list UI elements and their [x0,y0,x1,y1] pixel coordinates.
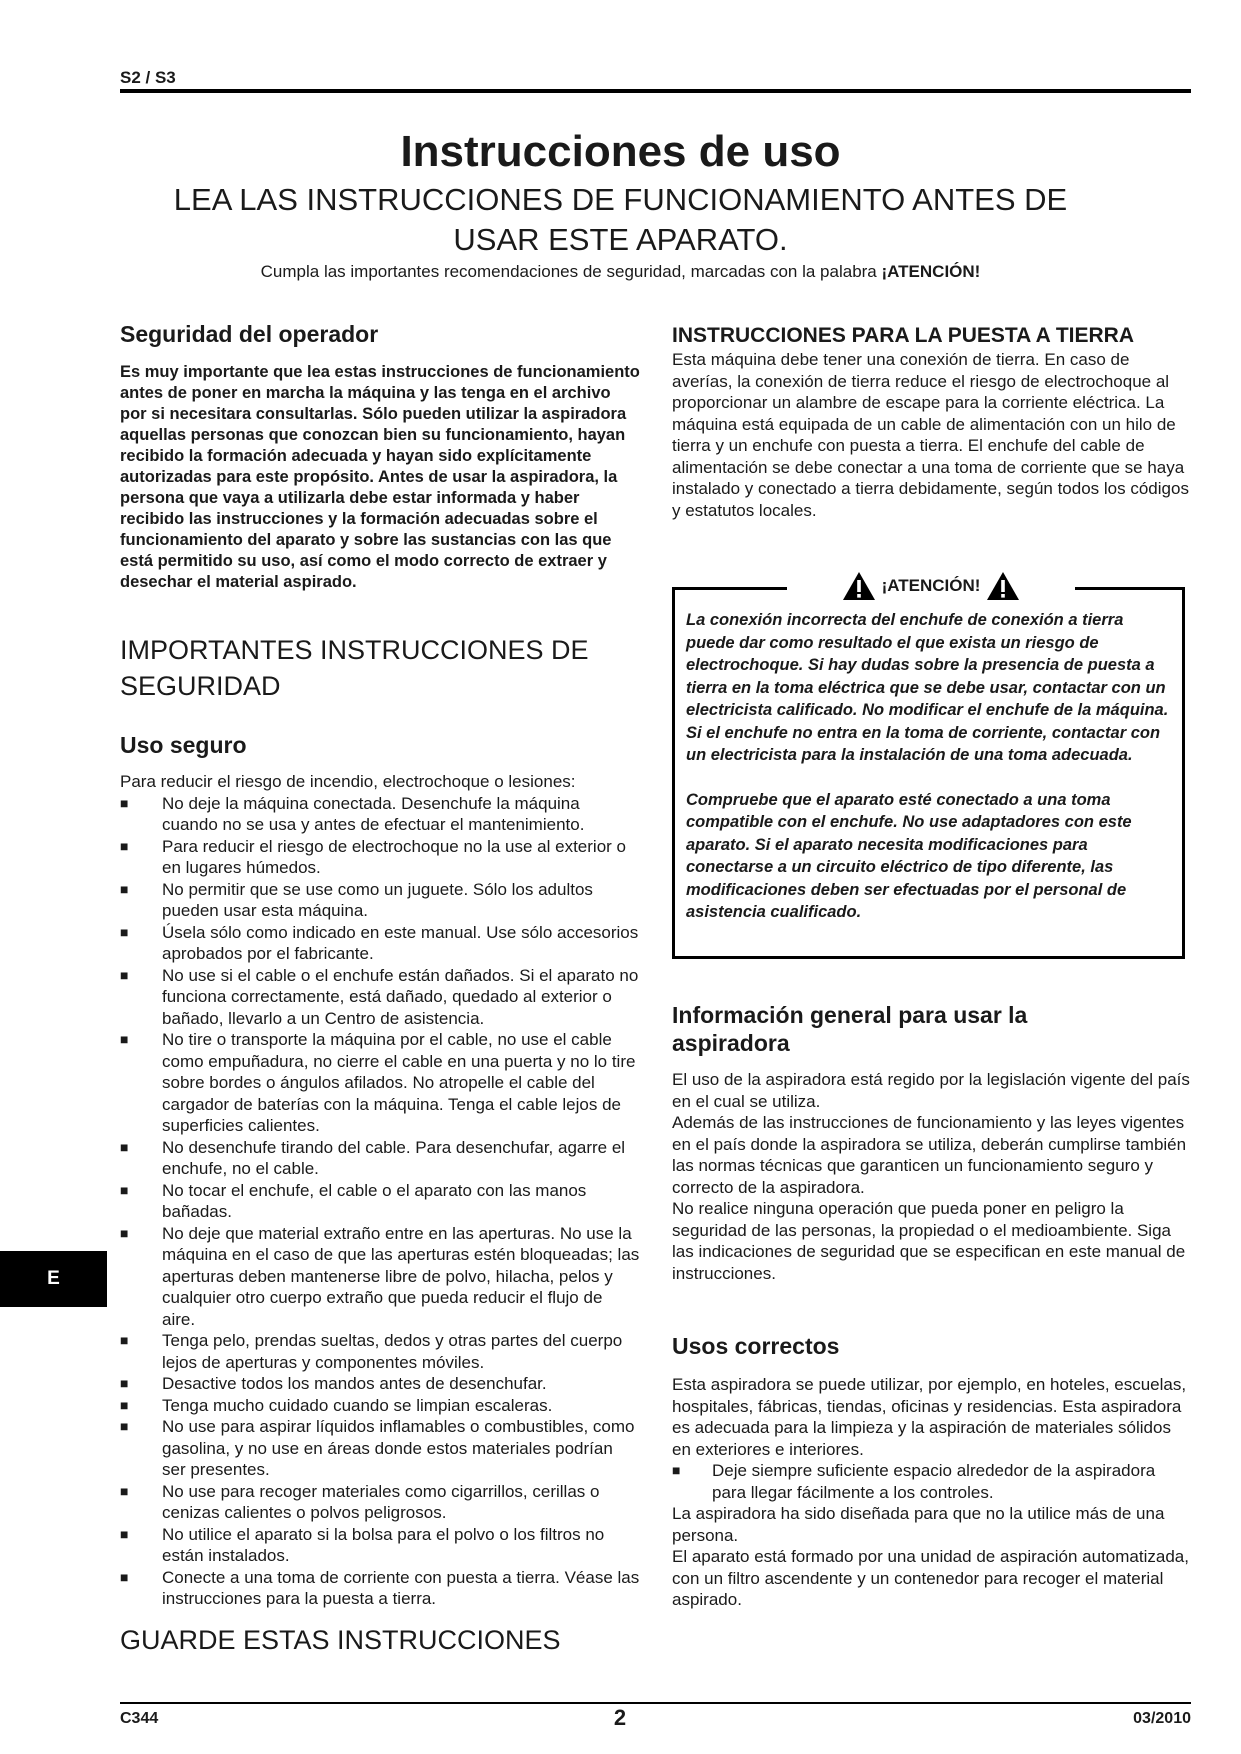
page-title: Instrucciones de uso [400,127,841,176]
footer-date: 03/2010 [1133,1710,1191,1727]
safe-use-item: No deje la máquina conectada. Desenchufe la máquina cuando no se usa y antes de efectuar el mantenimiento. [162,793,585,834]
warning-triangle-icon [842,571,876,601]
safe-use-item: No use para recoger materiales como cigarrillos, cerillas o cenizas calientes o polvos peligrosos. [162,1481,600,1522]
list-item [120,1524,640,1567]
safe-use-item: No deje que material extraño entre en las aperturas. No use la máquina en el caso de que las aperturas estén bloqueadas; las aperturas deben mantenerse libre de polvo, hilacha, pelos y cualquier otro cuerpo extraño que pueda reducir el flujo de aire. [162,1223,640,1329]
language-tab: E [0,1251,107,1307]
safe-use-heading: Uso seguro [120,732,247,758]
operator-section [120,320,640,593]
list-item [120,1223,640,1331]
safety-note-keyword: ¡ATENCIÓN! [881,262,981,281]
bullet-marker: ■ [120,880,129,897]
grounding-heading: INSTRUCCIONES PARA LA PUESTA A TIERRA [672,324,1135,347]
general-section [672,1001,1192,1284]
warning-paragraph-2: Compruebe que el aparato esté conectado a una toma compatible con el enchufe. No use adaptadores con este aparato. Si el aparato necesita modificaciones para conectarse a un circuito eléctrico de tipo diferente, las modificaciones deben ser efectuadas por el personal de asistencia cualificado. [686,790,1132,921]
bullet-marker: ■ [120,1138,129,1155]
list-item [120,879,640,922]
correct-uses-section [672,1332,1192,1611]
list-item [120,1395,640,1417]
list-item [120,1180,640,1223]
bullet-marker: ■ [120,794,129,811]
warning-header [787,568,1075,604]
footer-divider [120,1702,1191,1704]
safe-use-item: No tire o transporte la máquina por el cable, no use el cable como empuñadura, no cierre el cable en una puerta y no lo tire sobre bordes o ángulos afilados. No atropelle el cable del cargador de baterías con la máquina. Tenga el cable lejos de superficies calientes. [162,1030,636,1135]
list-item [120,922,640,965]
safe-use-item: No use para aspirar líquidos inflamables o combustibles, como gasolina, y no use en áreas donde estos materiales podrían ser presentes. [162,1417,635,1479]
warning-triangle-icon [986,571,1020,601]
list-item [120,965,640,1030]
general-paragraph-2: Además de las instrucciones de funcionamiento y las leyes vigentes en el país donde la aspiradora se utiliza, deberán cumplirse también las normas técnicas que garanticen un funcionamiento seguro y correcto de la aspiradora. [672,1113,1187,1197]
safe-use-item: No tocar el enchufe, el cable o el aparato con las manos bañadas. [162,1180,587,1221]
correct-uses-paragraph-3: El aparato está formado por una unidad de aspiración automatizada, con un filtro ascendente y un contenedor para recoger el material aspirado. [672,1547,1189,1609]
warning-label: ¡ATENCIÓN! [881,576,981,595]
safe-use-item: Para reducir el riesgo de electrochoque no la use al exterior o en lugares húmedos. [162,836,626,877]
safe-use-item: Tenga mucho cuidado cuando se limpian escaleras. [162,1395,553,1415]
list-item [672,1460,1192,1503]
safe-use-item: Tenga pelo, prendas sueltas, dedos y otras partes del cuerpo lejos de aperturas y componentes móviles. [162,1331,623,1372]
bullet-marker: ■ [120,1375,129,1391]
list-item [120,1137,640,1180]
safety-note-text: Cumpla las importantes recomendaciones de seguridad, marcadas con la palabra [260,262,877,281]
bullet-marker: ■ [120,1224,129,1241]
correct-uses-list [672,1460,1192,1503]
bullet-marker: ■ [672,1462,681,1478]
correct-uses-paragraph-1: Esta aspiradora se puede utilizar, por ejemplo, en hoteles, escuelas, hospitales, fábricas, tiendas, oficinas y residencias. Esta aspiradora es adecuada para la limpieza y la aspiración de materiales sólidos en exteriores e interiores. [672,1375,1187,1459]
list-item [120,793,640,836]
safe-use-item: No permitir que se use como un juguete. Sólo los adultos pueden usar esta máquina. [162,879,593,920]
list-item [120,1029,640,1137]
general-paragraph-3: No realice ninguna operación que pueda poner en peligro la seguridad de las personas, la propiedad o el medioambiente. Siga las indicaciones de seguridad que se especifican en este manual de instrucciones. [672,1199,1186,1283]
operator-heading: Seguridad del operador [120,321,379,347]
bullet-marker: ■ [120,966,129,983]
bullet-marker: ■ [120,1396,129,1413]
operator-body: Es muy importante que lea estas instrucciones de funcionamiento antes de poner en marcha la máquina y las tenga en el archivo por si necesitara consultarlas. Sólo pueden utilizar la aspiradora aquellas personas que conozcan bien su funcionamiento, hayan recibido la formación adecuada y hayan sido explícitamente autorizadas para este propósito. Antes de usar la aspiradora, la persona que vaya a utilizarla debe estar informada y haber recibido las instrucciones y la formación adecuadas sobre el funcionamiento del aparato y sobre las sustancias con las que está permitido su uso, así como el modo correcto de extraer y desechar el material aspirado. [120,363,640,591]
bullet-marker: ■ [120,1031,129,1047]
safe-use-list [120,793,640,1610]
safety-note [0,262,1241,282]
correct-uses-bullet: Deje siempre suficiente espacio alrededor de la aspiradora para llegar fácilmente a los controles. [712,1461,1156,1502]
header-divider [120,89,1191,93]
safe-use-item: No use si el cable o el enchufe están dañados. Si el aparato no funciona correctamente, está dañado, quedado al exterior o bañado, llevarlo a un Centro de asistencia. [162,965,639,1028]
warning-paragraph-1: La conexión incorrecta del enchufe de conexión a tierra puede dar como resultado el que exista un riesgo de electrochoque. Si hay dudas sobre la presencia de puesta a tierra en la toma eléctrica que se debe usar, contactar con un electricista calificado. No modificar el enchufe de la máquina. Si el enchufe no entra en la toma de corriente, contactar con un electricista para la instalación de una toma adecuada. [686,611,1169,764]
safe-use-section [120,731,640,1610]
important-heading: IMPORTANTES INSTRUCCIONES DE SEGURIDAD [120,635,589,701]
list-item [120,1416,640,1481]
correct-uses-paragraph-2: La aspiradora ha sido diseñada para que no la utilice más de una persona. [672,1504,1165,1545]
safe-use-item: Desactive todos los mandos antes de desenchufar. [162,1374,547,1393]
safe-use-item: Conecte a una toma de corriente con puesta a tierra. Véase las instrucciones para la puesta a tierra. [162,1567,640,1608]
bullet-marker: ■ [120,837,129,854]
list-item [120,1481,640,1524]
safe-use-item: No desenchufe tirando del cable. Para desenchufar, agarre el enchufe, no el cable. [162,1137,626,1178]
bullet-marker: ■ [120,923,129,940]
header-model: S2 / S3 [120,68,176,87]
warning-body [686,609,1176,924]
bullet-marker: ■ [120,1181,129,1198]
list-item [120,1373,640,1395]
bullet-marker: ■ [120,1418,129,1434]
general-heading: Información general para usar la aspiradora [672,1002,1028,1056]
keep-section [120,1622,640,1658]
page-subtitle: LEA LAS INSTRUCCIONES DE FUNCIONAMIENTO ANTES DE USAR ESTE APARATO. [173,182,1068,257]
bullet-marker: ■ [120,1568,129,1585]
list-item [120,1330,640,1373]
grounding-body: Esta máquina debe tener una conexión de tierra. En caso de averías, la conexión de tierra reduce el riesgo de electrochoque al proporcionar un alambre de escape para la corriente eléctrica. La máquina está equipada de un cable de alimentación con un hilo de tierra y un enchufe con puesta a tierra. El enchufe del cable de alimentación se debe conectar a una toma de corriente que se haya instalado y conectado a tierra debidamente, según todos los códigos y estatutos locales. [672,350,1189,520]
footer-code: C344 [120,1710,159,1727]
safe-use-item: No utilice el aparato si la bolsa para el polvo o los filtros no están instalados. [162,1524,605,1565]
page-number: 2 [613,1705,627,1730]
bullet-marker: ■ [120,1525,129,1542]
list-item [120,1567,640,1610]
safe-use-intro: Para reducir el riesgo de incendio, electrochoque o lesiones: [120,772,576,791]
grounding-section [672,323,1192,521]
keep-heading: GUARDE ESTAS INSTRUCCIONES [120,1625,561,1655]
correct-uses-heading: Usos correctos [672,1333,840,1359]
important-section [120,632,640,704]
safe-use-item: Úsela sólo como indicado en este manual. Use sólo accesorios aprobados por el fabricante. [162,922,639,963]
list-item [120,836,640,879]
bullet-marker: ■ [120,1482,129,1499]
bullet-marker: ■ [120,1332,129,1348]
general-paragraph-1: El uso de la aspiradora está regido por la legislación vigente del país en el cual se utiliza. [672,1070,1190,1111]
